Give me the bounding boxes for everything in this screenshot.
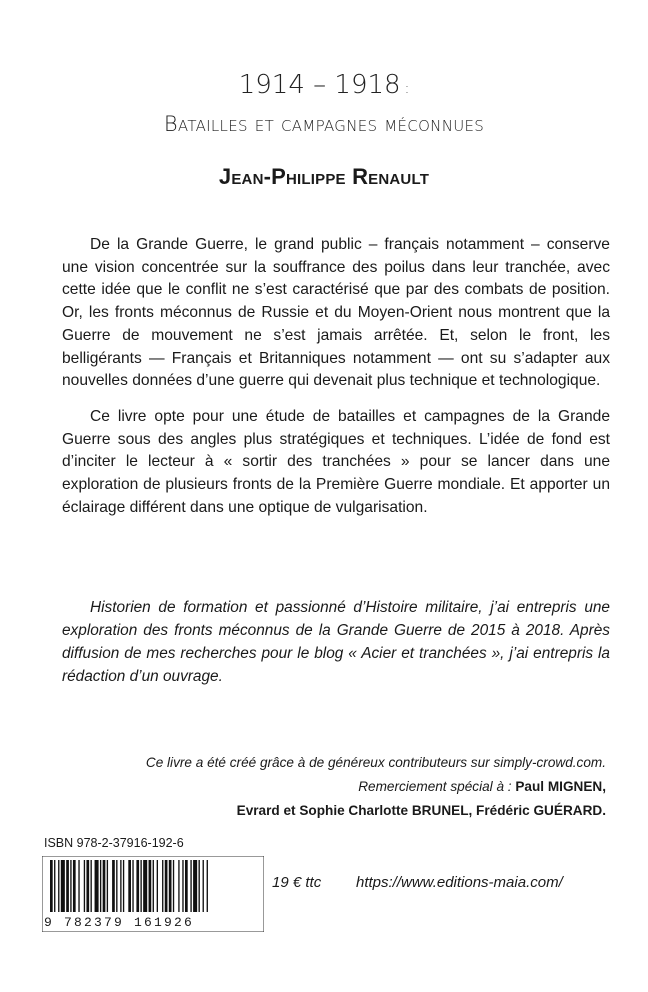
title-years-text: 1914 – 1918 xyxy=(238,70,401,100)
credits xyxy=(46,751,606,823)
title-years xyxy=(0,70,648,100)
credits-thanks-label: Remerciement spécial à : xyxy=(358,779,516,794)
credits-line-1: Ce livre a été créé grâce à de généreux contributeurs sur simply-crowd.com. xyxy=(145,755,606,770)
barcode-digits: 9 782379 161926 xyxy=(44,915,195,930)
publisher-url[interactable]: https://www.editions-maia.com/ xyxy=(356,874,563,891)
credits-line-2 xyxy=(46,775,606,799)
summary-text xyxy=(62,234,610,532)
price: 19 € ttc xyxy=(272,874,322,891)
title-colon: : xyxy=(404,81,410,97)
author-name: Jean-Philippe Renault xyxy=(218,164,430,189)
credits-line-3: Evrard et Sophie Charlotte BRUNEL, Frédéric GUÉRARD. xyxy=(236,803,606,818)
author-bio: Historien de formation et passionné d’Histoire militaire, j’ai entrepris une exploration des fronts méconnus de la Grande Guerre de 2015 à 2018. Après diffusion de mes recherches pour le blog « Acier et tranchées », j’ai entrepris la rédaction d’un ouvrage. xyxy=(62,599,610,685)
book-subtitle: Batailles et campagnes méconnues xyxy=(163,112,485,136)
isbn-label: ISBN 978-2-37916-192-6 xyxy=(44,836,184,850)
summary-paragraph-1: De la Grande Guerre, le grand public – français notamment – conserve une vision concentrée sur la souffrance des poilus dans leur tranchée, avec cette idée que le conflit ne s’est caractérisé que par des combats de position. Or, les fronts méconnus de Russie et du Moyen-Orient nous montrent que la Guerre de mouvement ne s’est jamais arrêtée. Et, selon le front, les belligérants — Français et Britanniques notamment — ont su s’adapter aux nouvelles données d’une guerre qui devenait plus technique et technologique. xyxy=(62,236,610,390)
summary-paragraph-2: Ce livre opte pour une étude de batailles et campagnes de la Grande Guerre sous des angles plus stratégiques et techniques. L’idée de fond est d’inciter le lecteur à « sortir des tranchées » pour se lancer dans une exploration de plusieurs fronts de la Première Guerre mondiale. Et apporter un éclairage différent dans une optique de vulgarisation. xyxy=(62,407,610,516)
credits-thanks-names: Paul MIGNEN, xyxy=(515,779,606,794)
